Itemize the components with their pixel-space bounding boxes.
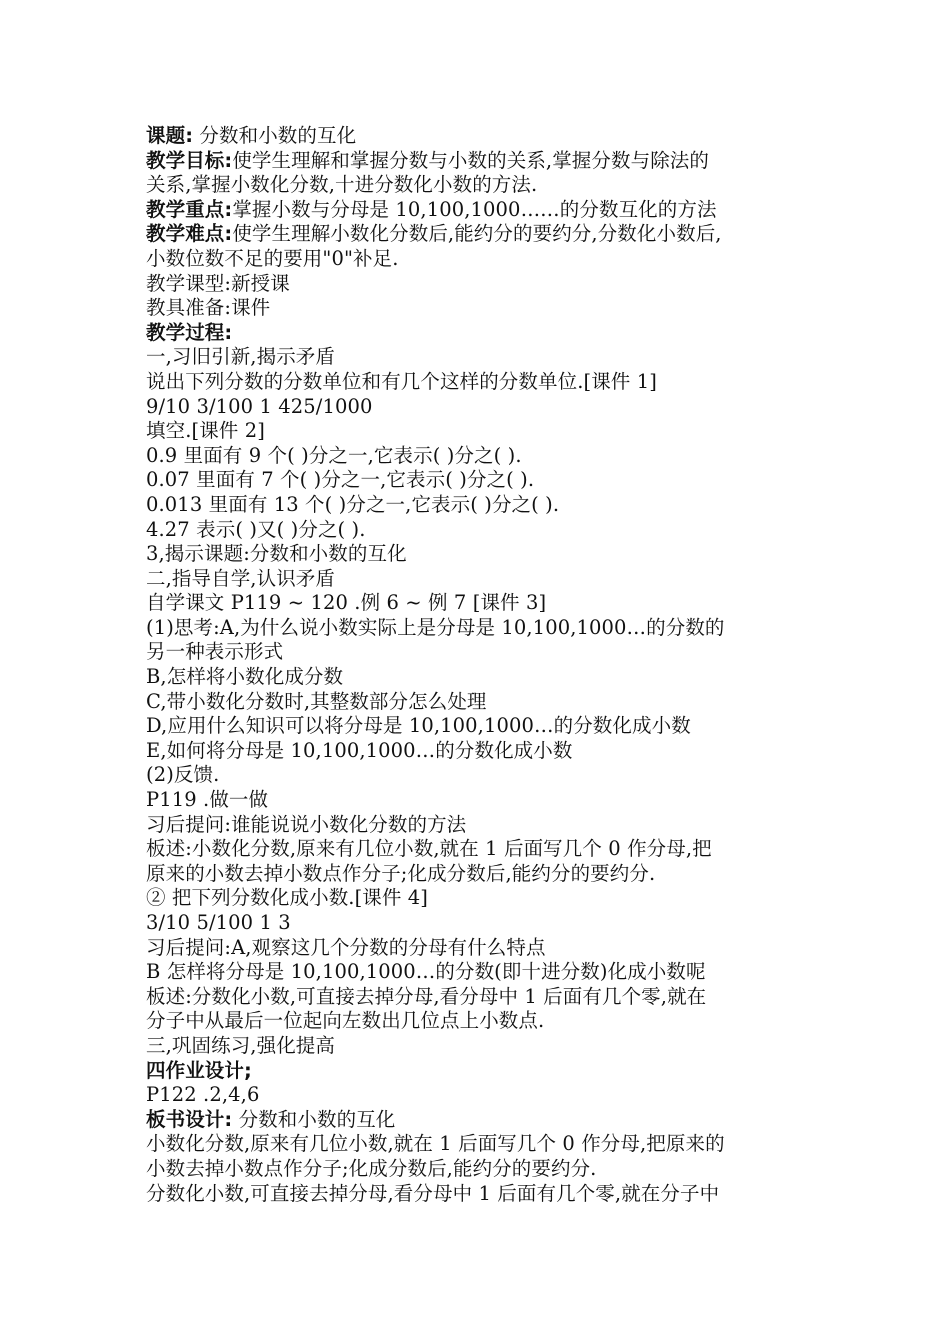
text-line: (2)反馈. xyxy=(146,763,220,787)
text-line: 板述:小数化分数,原来有几位小数,就在 1 后面写几个 0 作分母,把 xyxy=(146,837,712,861)
board-design-line xyxy=(146,1108,814,1133)
text-line: P122 .2,4,6 xyxy=(146,1083,260,1107)
text-line: 0.9 里面有 9 个( )分之一,它表示( )分之( ). xyxy=(146,443,522,467)
topic-line xyxy=(146,124,814,149)
text-line: B,怎样将小数化成分数 xyxy=(146,665,344,689)
lesson-type: 教学课型:新授课 xyxy=(146,271,290,295)
topic-value: 分数和小数的互化 xyxy=(193,124,357,147)
goal-line xyxy=(146,149,814,174)
difficulty-label: 教学难点: xyxy=(146,222,233,246)
difficulty-line-2: 小数位数不足的要用"0"补足. xyxy=(146,246,399,270)
goal-text: 使学生理解和掌握分数与小数的关系,掌握分数与除法的 xyxy=(232,148,710,172)
board-design-label: 板书设计: xyxy=(146,1107,233,1131)
text-line: 另一种表示形式 xyxy=(146,640,284,664)
key-point-label: 教学重点: xyxy=(146,197,233,221)
homework-heading: 四作业设计; xyxy=(146,1058,252,1082)
text-line: 0.013 里面有 13 个( )分之一,它表示( )分之( ). xyxy=(146,492,560,516)
process-heading: 教学过程: xyxy=(146,320,233,344)
document-body xyxy=(146,124,814,1206)
key-point-line xyxy=(146,198,814,223)
text-line: E,如何将分母是 10,100,1000…的分数化成小数 xyxy=(146,738,573,762)
text-line: 自学课文 P119 ~ 120 .例 6 ~ 例 7 [课件 3] xyxy=(146,591,547,615)
text-line: 三,巩固练习,强化提高 xyxy=(146,1033,335,1057)
text-line: 一,习旧引新,揭示矛盾 xyxy=(146,345,335,369)
text-line: (1)思考:A,为什么说小数实际上是分母是 10,100,1000…的分数的 xyxy=(146,615,725,639)
text-line: 3/10 5/100 1 3 xyxy=(146,911,291,934)
text-line: 二,指导自学,认识矛盾 xyxy=(146,566,335,590)
text-line: 4.27 表示( )又( )分之( ). xyxy=(146,517,366,541)
difficulty-text: 使学生理解小数化分数后,能约分的要约分,分数化小数后, xyxy=(232,222,722,246)
goal-line-2: 关系,掌握小数化分数,十进分数化小数的方法. xyxy=(146,173,538,197)
text-line: B 怎样将分母是 10,100,1000…的分数(即十进分数)化成小数呢 xyxy=(146,960,706,984)
text-line: 3,揭示课题:分数和小数的互化 xyxy=(146,542,407,566)
text-line: ② 把下列分数化成小数.[课件 4] xyxy=(146,886,429,910)
topic-label: 课题: xyxy=(146,124,194,147)
text-line: 分数化小数,可直接去掉分母,看分母中 1 后面有几个零,就在分子中 xyxy=(146,1181,720,1205)
text-line: 小数去掉小数点作分子;化成分数后,能约分的要约分. xyxy=(146,1156,597,1180)
key-point-text: 掌握小数与分母是 10,100,1000……的分数互化的方法 xyxy=(232,197,717,221)
text-line: 习后提问:谁能说说小数化分数的方法 xyxy=(146,812,467,836)
text-line: 填空.[课件 2] xyxy=(146,419,265,443)
text-line: 原来的小数去掉小数点作分子;化成分数后,能约分的要约分. xyxy=(146,861,656,885)
materials: 教具准备:课件 xyxy=(146,296,271,320)
text-line: 0.07 里面有 7 个( )分之一,它表示( )分之( ). xyxy=(146,468,535,492)
text-line: C,带小数化分数时,其整数部分怎么处理 xyxy=(146,689,487,713)
text-line: 板述:分数化小数,可直接去掉分母,看分母中 1 后面有几个零,就在 xyxy=(146,984,707,1008)
text-line: 小数化分数,原来有几位小数,就在 1 后面写几个 0 作分母,把原来的 xyxy=(146,1132,725,1156)
goal-label: 教学目标: xyxy=(146,148,233,172)
board-design-title: 分数和小数的互化 xyxy=(232,1107,396,1131)
text-line: D,应用什么知识可以将分母是 10,100,1000…的分数化成小数 xyxy=(146,714,691,738)
text-line: 说出下列分数的分数单位和有几个这样的分数单位.[课件 1] xyxy=(146,369,657,393)
text-line: P119 .做一做 xyxy=(146,788,269,812)
difficulty-line xyxy=(146,222,814,247)
text-line: 9/10 3/100 1 425/1000 xyxy=(146,394,373,418)
text-line: 分子中从最后一位起向左数出几位点上小数点. xyxy=(146,1009,545,1033)
text-line: 习后提问:A,观察这几个分数的分母有什么特点 xyxy=(146,935,546,959)
